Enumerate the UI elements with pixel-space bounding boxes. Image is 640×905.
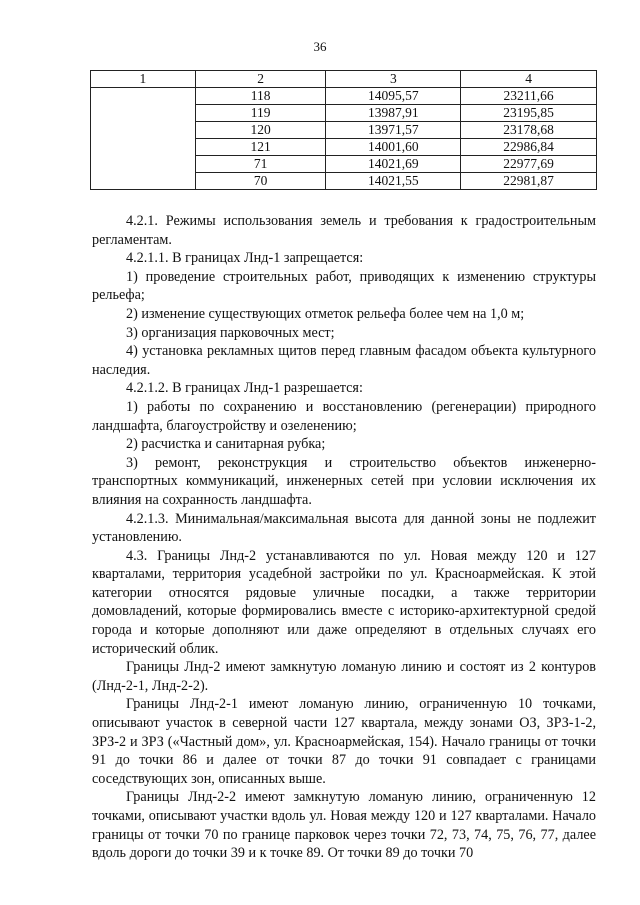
point-number-cell: 71 (195, 156, 326, 173)
contour-cell (91, 88, 196, 190)
x-coordinate-cell: 14001,60 (326, 139, 461, 156)
subsection-heading-allowed: 4.2.1.2. В границах Лнд-1 разрешается: (126, 380, 363, 397)
coordinates-table (90, 70, 597, 190)
list-item: 3) ремонт, реконструкция и строительство объектов инженерно-транспортных коммуникаций, инженерных сетей при условии исключения их влияния на сохранность ландшафта. (92, 454, 596, 508)
y-coordinate-cell: 22977,69 (461, 156, 597, 173)
list-item: 1) проведение строительных работ, приводящих к изменению структуры рельефа; (92, 268, 596, 304)
subsection-heading-prohibited: 4.2.1.1. В границах Лнд-1 запрещается: (126, 250, 364, 267)
point-number-cell: 120 (195, 122, 326, 139)
list-item: 4) установка рекламных щитов перед главным фасадом объекта культурного наследия. (92, 343, 596, 378)
section-heading-4-2-1: 4.2.1. Режимы использования земель и требования к градостроительным регламентам. (92, 213, 596, 248)
table-header-cell: 4 (461, 71, 597, 88)
x-coordinate-cell: 14021,55 (326, 173, 461, 190)
page-number: 36 (313, 39, 327, 54)
x-coordinate-cell: 14021,69 (326, 156, 461, 173)
table-row (91, 88, 597, 105)
point-number-cell: 119 (195, 105, 326, 122)
body-paragraph: Границы Лнд-2-1 имеют ломаную линию, ограниченную 10 точками, описывают участок в северной части 127 квартала, между зонами ОЗ, ЗРЗ-1-2, ЗРЗ-2 и ЗРЗ («Частный дом», ул. Красноармейская, 154). Начало границы от точки 91 до точки 86 и далее от точки 87 до точки 91 совпадает с границами соседствующих зон, описанных выше. (92, 696, 596, 787)
document-body (92, 212, 596, 863)
point-number-cell: 70 (195, 173, 326, 190)
list-item: 2) изменение существующих отметок рельефа более чем на 1,0 м; (126, 305, 525, 322)
x-coordinate-cell: 13987,91 (326, 105, 461, 122)
body-paragraph: Границы Лнд-2-2 имеют замкнутую ломаную линию, ограниченную 12 точками, описывают участки вдоль ул. Новая между 120 и 127 кварталами. Начало границы от точки 70 по границе парковок через точки 72, 73, 74, 75, 76, 77, далее вдоль дороги до точки 39 и к точке 89. От точки 89 до точки 70 (92, 789, 596, 862)
x-coordinate-cell: 13971,57 (326, 122, 461, 139)
table-header-cell: 2 (195, 71, 326, 88)
table-header-cell: 3 (326, 71, 461, 88)
y-coordinate-cell: 22986,84 (461, 139, 597, 156)
y-coordinate-cell: 22981,87 (461, 173, 597, 190)
x-coordinate-cell: 14095,57 (326, 88, 461, 105)
list-item: 3) организация парковочных мест; (126, 324, 335, 341)
body-paragraph: Границы Лнд-2 имеют замкнутую ломаную линию и состоят из 2 контуров (Лнд-2-1, Лнд-2-2). (92, 659, 596, 694)
point-number-cell: 121 (195, 139, 326, 156)
table-header-row (91, 71, 597, 88)
y-coordinate-cell: 23178,68 (461, 122, 597, 139)
list-item: 2) расчистка и санитарная рубка; (126, 436, 326, 453)
subsection-height-limit: 4.2.1.3. Минимальная/максимальная высота для данной зоны не подлежит установлению. (92, 510, 596, 546)
y-coordinate-cell: 23211,66 (461, 88, 597, 105)
list-item: 1) работы по сохранению и восстановлению (регенерации) природного ландшафта, благоустройству и озеленению; (92, 398, 596, 434)
point-number-cell: 118 (195, 88, 326, 105)
table-header-cell: 1 (91, 71, 196, 88)
y-coordinate-cell: 23195,85 (461, 105, 597, 122)
section-4-3-paragraph: 4.3. Границы Лнд-2 устанавливаются по ул. Новая между 120 и 127 кварталами, территория усадебной застройки по ул. Красноармейская. К этой категории относятся рядовые уличные посадки, а также территории домовладений, которые формировались вместе с историко-архитектурной средой города и которые дополняют или даже определяют в отдельных случаях его исторический облик. (92, 547, 596, 657)
